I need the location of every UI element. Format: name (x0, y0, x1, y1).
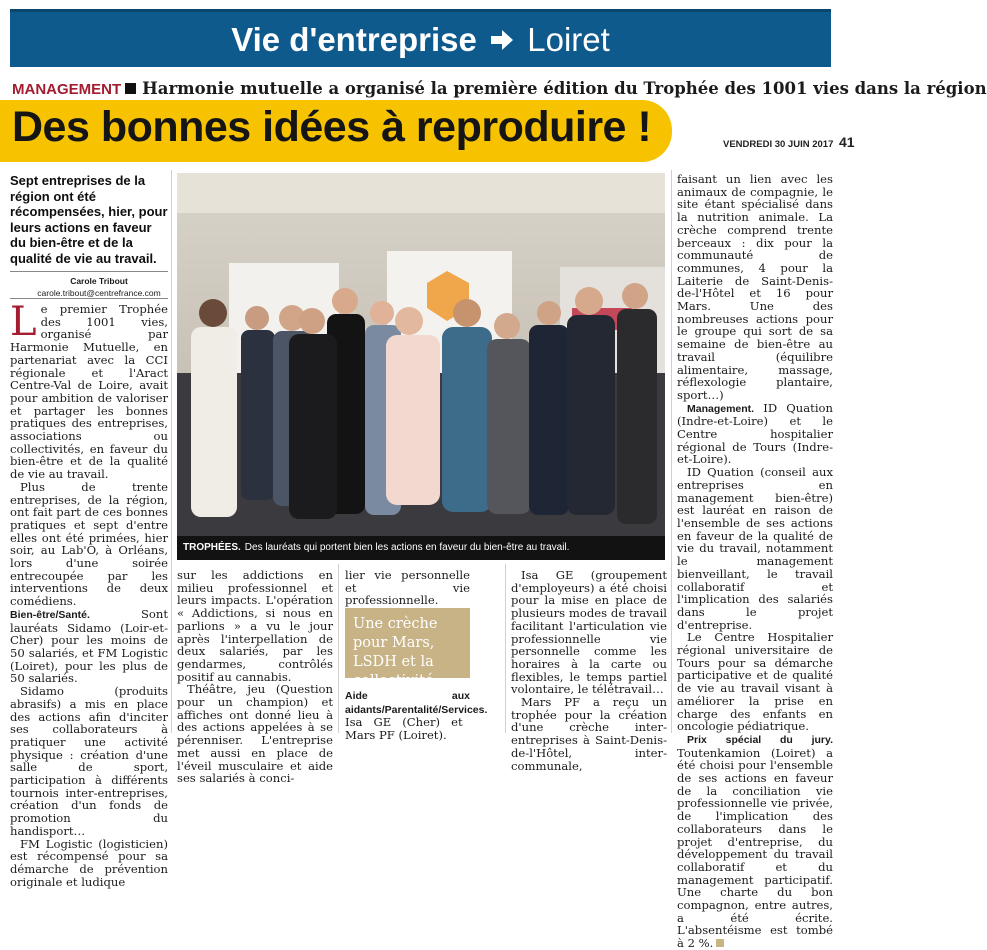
pull-quote: Une crèche pour Mars, LSDH et la collectivité (345, 608, 470, 678)
author-email: carole.tribout@centrefrance.com (37, 288, 161, 298)
divider (10, 271, 168, 272)
paragraph: Bien-être/Santé. Sont lauréats Sidamo (Loir-et-Cher) pour les moins de 50 salariés, et FM Logistic (Loiret), pour les plus de 50 salariés. (10, 606, 168, 686)
paragraph: ID Quation (conseil aux entreprises en management bien-être) est lauréat en raison de l'ensemble de ses actions en faveur de la qualité de vie du travail, notamment le management bienveillant, le travail collaboratif et l'implication des salariés dans le projet d'entreprise. (677, 465, 833, 632)
kicker-text: Harmonie mutuelle a organisé la première édition du Trophée des 1001 vies dans la région (142, 79, 987, 98)
paragraph: lier vie personnelle et vie professionnelle. (345, 568, 470, 608)
paragraph: Isa GE (groupement d'employeurs) a été choisi pour la mise en place de plusieurs modes de travail facilitant l'articulation vie professionnelle vie personnelle comme les horaires à la carte ou flexibles, le temps partiel volontaire, le télétravail… (511, 568, 667, 697)
square-bullet-icon (125, 83, 136, 94)
paragraph: Aide aux aidants/Parentalité/Services. Isa GE (Cher) et Mars PF (Loiret). (345, 690, 488, 743)
section-title (10, 21, 831, 63)
paragraph: Plus de trente entreprises, de la région, ont fait part de ces bonnes pratiques et sept d'entre elles ont été primées, hier soir, au Lab'O, à Orléans, lors d'une soirée entrecoupée par les interventions de deux comédiens. (10, 479, 168, 609)
article-column-3 (345, 569, 470, 607)
column-rule (505, 564, 506, 733)
paragraph: FM Logistic (logisticien) est récompensé pour sa démarche de prévention originale et ludique (10, 836, 168, 889)
article-column-1 (10, 299, 168, 889)
rubric-label: MANAGEMENT (12, 81, 122, 98)
subhead-lead: Aide aux aidants/Parentalité/Services. (345, 690, 488, 716)
paragraph: Le Centre Hospitalier régional universitaire de Tours pour sa démarche participative et de qualité de vie au travail visant à améliorer la prise en charge des enfants en oncologie pédiatrique. (677, 630, 833, 734)
column-rule (338, 564, 339, 733)
paragraph: Théâtre, jeu (Question pour un champion) et affiches ont donné lieu à des actions appelées à se pérenniser. L'entreprise met aussi en place de l'éveil musculaire et aide ses salariés à conci- (177, 682, 333, 786)
author-name: Carole Tribout (70, 276, 128, 286)
article-photo (177, 173, 665, 560)
article-column-2 (177, 569, 333, 785)
article-column-4 (511, 569, 667, 772)
article-column-5 (677, 173, 833, 950)
paragraph: Prix spécial du jury. Toutenkamion (Loiret) a été choisi pour l'ensemble de ses actions en faveur de la conciliation vie professionnelle vie privée, de l'implication des collaborateurs dans le projet d'entreprise, du développement du travail collaboratif et du management participatif. Une charte du bon compagnon, entre autres, a été écrite. L'absentéisme est tombé à 2 %. (677, 733, 833, 950)
paragraph: Le premier Trophée des 1001 vies, organisé par Harmonie Mutuelle, en partenariat avec la CCI régionale et l'Aract Centre-Val de Loire, avait pour ambition de valoriser et partager les bonnes pratiques des entreprises, associations ou collectivités, en faveur du bien-être et de la qualité de vie au travail. (10, 299, 168, 482)
column-rule (171, 170, 172, 733)
article-standfirst: Sept entreprises de la région ont été récompensées, hier, pour leurs actions en faveur du bien-être et de la qualité de vie au travail. (10, 173, 168, 266)
article-column-3b (345, 689, 488, 743)
page-number: 41 (839, 134, 855, 150)
drop-cap: L (10, 299, 37, 345)
paragraph: Mars PF a reçu un trophée pour la création d'une crèche inter-entreprises à Saint-Denis-de-l'Hôtel, inter-communale, (511, 695, 667, 773)
right-arrow-icon (490, 21, 514, 59)
end-of-article-icon (716, 939, 724, 947)
byline (34, 275, 164, 299)
paragraph: faisant un lien avec les animaux de compagnie, le site étant spécialisé dans la nutrition animale. La crèche comprend trente berceaux : dix pour la communauté de communes, 4 pour la Laiterie de Saint-Denis-de-l'Hôtel et 16 pour Mars. Une des nombreuses actions pour le groupe qui sort de sa semaine de bien-être au travail (équilibre alimentaire, massage, réflexologie plantaire, sport…) (677, 172, 833, 402)
subhead-lead: Bien-être/Santé. (10, 608, 90, 621)
article-kicker (12, 79, 987, 98)
dateline (723, 134, 855, 150)
paragraph: Sidamo (produits abrasifs) a mis en place des actions afin d'inciter ses collaborateurs à pratiquer une activité physique : création d'une salle de sport, participation à différents tournois inter-entreprises, création d'un fonds de promotion du handisport… (10, 684, 168, 838)
section-banner (10, 9, 831, 67)
photo-caption (177, 536, 665, 560)
section-name: Vie d'entreprise (231, 21, 477, 58)
subhead-lead: Prix spécial du jury. (687, 733, 833, 746)
paragraph: sur les addictions en milieu professionnel et leurs impacts. L'opération « Addictions, si nous en parlions » a vu le jour après l'interpellation de deux salariés, par les gendarmes, contrôlés positif au cannabis. (177, 568, 333, 684)
caption-text: Des lauréats qui portent bien les actions en faveur du bien-être au travail. (244, 542, 570, 553)
issue-date: VENDREDI 30 JUIN 2017 (723, 139, 834, 150)
section-location: Loiret (527, 21, 610, 58)
headline: Des bonnes idées à reproduire ! (12, 103, 652, 151)
group-photo-illustration (177, 173, 665, 560)
subhead-lead: Management. (687, 402, 755, 415)
column-rule (671, 170, 672, 733)
paragraph: Management. ID Quation (Indre-et-Loire) et le Centre hospitalier régional de Tours (Indre-et-Loire). (677, 400, 833, 467)
caption-label: TROPHÉES. (183, 542, 241, 553)
